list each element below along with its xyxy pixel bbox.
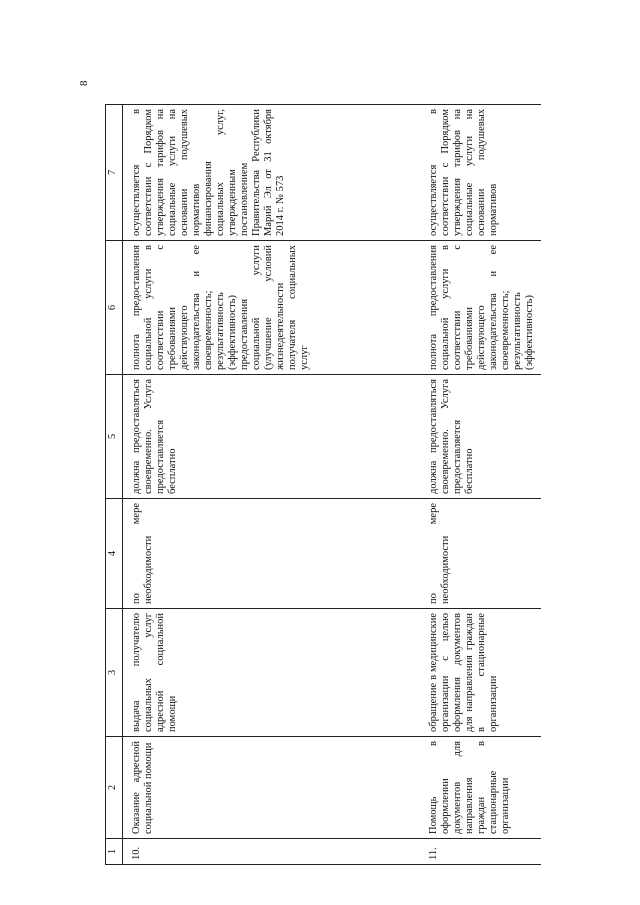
table-row bbox=[406, 105, 541, 865]
service-financing-cell: осуществляется в соответствии с Порядком утверждения тарифов на социальные услуги на основании подушевых нормативов финансирования социальных услуг, утвержденным постановлением Правительства Республики Марий Эл от 31 октября 2014 г. № 573 bbox=[123, 105, 407, 241]
service-name-cell: Оказание адресной социальной помощи bbox=[123, 737, 407, 839]
services-table-rotated bbox=[105, 105, 535, 865]
column-number-row bbox=[106, 105, 123, 865]
row-number: 10. bbox=[123, 839, 407, 865]
column-header: 4 bbox=[106, 499, 123, 609]
row-number: 11. bbox=[406, 839, 541, 865]
services-table bbox=[105, 104, 541, 865]
service-description-cell: обращение в медицинские организации с целью оформления документов для направления граждан в стационарные организации bbox=[406, 609, 541, 737]
service-indicators-cell: полнота предоставления социальной услуги в соответствии с требованиями действующего законодательства и ее своевременность; результативность (эффективность) предоставления социальной услуги (улучшение условий жизнедеятельности получателя социальных услуг bbox=[123, 241, 407, 375]
service-name-cell: Помощь в оформлении документов для направления граждан в стационарные организации bbox=[406, 737, 541, 839]
service-conditions-cell: должна предоставляться своевременно. Услуга предоставляется бесплатно bbox=[123, 375, 407, 499]
service-term-cell: по мере необходимости bbox=[123, 499, 407, 609]
column-header: 3 bbox=[106, 609, 123, 737]
service-financing-cell: осуществляется в соответствии с Порядком утверждения тарифов на социальные услуги на основании подушевых нормативов bbox=[406, 105, 541, 241]
service-conditions-cell: должна предоставляться своевременно. Услуга предоставляется бесплатно bbox=[406, 375, 541, 499]
service-description-cell: выдача получателю социальных услуг адресной социальной помощи bbox=[123, 609, 407, 737]
service-term-cell: по мере необходимости bbox=[406, 499, 541, 609]
service-indicators-cell: полнота предоставления социальной услуги в соответствии с требованиями действующего законодательства и ее своевременность; результативность (эффективность) bbox=[406, 241, 541, 375]
column-header: 5 bbox=[106, 375, 123, 499]
column-header: 7 bbox=[106, 105, 123, 241]
column-header: 1 bbox=[106, 839, 123, 865]
column-header: 2 bbox=[106, 737, 123, 839]
column-header: 6 bbox=[106, 241, 123, 375]
table-row bbox=[123, 105, 407, 865]
page-number: 8 bbox=[78, 80, 90, 86]
